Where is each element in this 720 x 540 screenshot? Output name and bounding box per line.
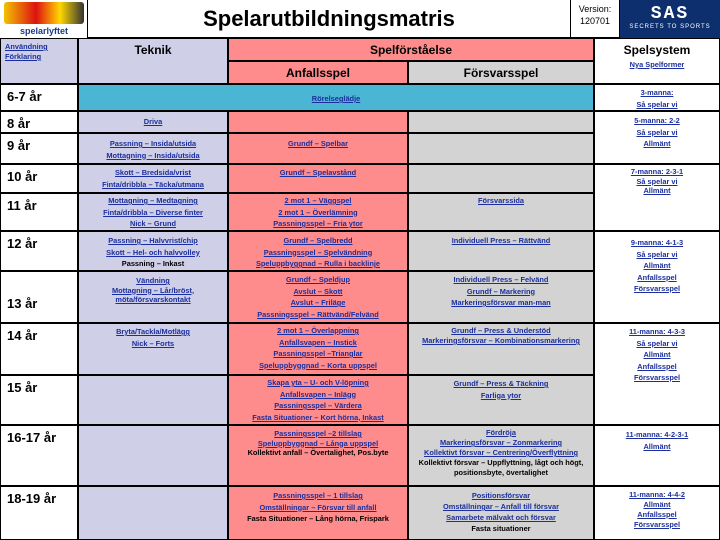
- link-speluppbyggnad[interactable]: Speluppbyggnad – Rulla i backlinje: [255, 259, 381, 268]
- age-cell: 11 år: [0, 193, 78, 231]
- teknik-cell: [78, 323, 228, 375]
- link-forsvarsspel[interactable]: Försvarsspel: [633, 284, 680, 293]
- page-title: Spelarutbildningsmatris: [203, 6, 455, 31]
- text-fasta-situationer: Fasta situationer: [471, 524, 531, 533]
- anfall-cell: [228, 193, 408, 231]
- teknik-cell: [78, 111, 228, 133]
- text-fasta-situationer: Fasta Situationer – Lång hörna, Frispark: [247, 514, 389, 523]
- link-2mot1-overlamning[interactable]: 2 mot 1 – Överlämning: [278, 207, 358, 217]
- link-bryta[interactable]: Bryta/Tackla/Motlägg: [116, 327, 190, 336]
- link-grundf-spelbredd[interactable]: Grundf – Spelbredd: [283, 236, 353, 245]
- link-rorelsegladje[interactable]: Rörelseglädje: [311, 94, 361, 103]
- link-markeringsforsvar[interactable]: Markeringsförsvar man-man: [451, 298, 551, 307]
- anfall-cell: [228, 164, 408, 193]
- link-mottagning[interactable]: Mottagning – Lår/bröst, möta/försvarskontakt: [111, 285, 195, 304]
- link-sa-spelar-vi[interactable]: Så spelar vi: [636, 99, 678, 109]
- header-teknik: Teknik: [78, 38, 228, 84]
- link-individuell-press[interactable]: Individuell Press – Felvänd: [453, 275, 549, 284]
- link-anfallsspel[interactable]: Anfallsspel: [637, 361, 677, 371]
- link-explanation[interactable]: Förklaring: [5, 52, 42, 61]
- age-cell: 9 år: [0, 133, 78, 164]
- link-individuell-press[interactable]: Individuell Press – Rättvänd: [451, 236, 551, 245]
- link-forsvarssida[interactable]: Försvarssida: [477, 196, 524, 205]
- link-avslut-skott[interactable]: Avslut – Skott: [293, 286, 343, 296]
- link-passningsspel[interactable]: Passningsspel – Fria ytor: [273, 219, 363, 228]
- link-allmant[interactable]: Allmänt: [643, 139, 671, 148]
- forsvar-cell: [408, 486, 594, 540]
- anfall-cell: [228, 231, 408, 271]
- link-anfallsvapen-inlagg[interactable]: Anfallsvapen – Inlägg: [280, 389, 356, 399]
- logo-left-text: spelarlyftet: [19, 26, 69, 36]
- link-speluppbyggnad-langa[interactable]: Speluppbyggnad – Långa uppspel: [257, 438, 379, 448]
- teknik-cell: [78, 271, 228, 323]
- teknik-cell: [78, 486, 228, 540]
- sas-logo-text: SAS: [650, 4, 690, 24]
- age-cell: 8 år: [0, 111, 78, 133]
- link-grundf-spelavstand[interactable]: Grundf – Spelavstånd: [279, 168, 357, 177]
- link-finta[interactable]: Finta/dribbla – Diverse finter: [103, 207, 203, 217]
- sas-logo-sub: SECRETS TO SPORTS: [629, 24, 711, 30]
- link-nick-forts[interactable]: Nick – Forts: [131, 338, 175, 348]
- link-usage[interactable]: Användning: [5, 42, 48, 51]
- age-cell: 6-7 år: [0, 84, 78, 111]
- link-grundf-markering[interactable]: Grundf – Markering: [466, 286, 536, 296]
- link-passning[interactable]: Passning – Halvvrist/chip: [108, 236, 198, 245]
- link-omstallningar[interactable]: Omställningar – Försvar till anfall: [259, 502, 377, 512]
- players-image-icon: [4, 2, 84, 24]
- forsvar-cell: [408, 425, 594, 486]
- link-passningsspel[interactable]: Passningsspel – Rättvänd/Felvänd: [257, 309, 379, 319]
- link-fasta-situationer[interactable]: Fasta Situationer – Kort hörna, Inkast: [252, 412, 384, 422]
- teknik-cell: [78, 164, 228, 193]
- header-spelforstaelse: Spelförståelse: [228, 38, 594, 61]
- link-passningsspel[interactable]: Passningsspel – Spelvändning: [263, 247, 373, 257]
- link-passningsspel-2-tillslag[interactable]: Passningsspel –2 tillslag: [274, 429, 362, 438]
- teknik-cell: [78, 425, 228, 486]
- link-sa-spelar-vi[interactable]: Så spelar vi: [636, 338, 678, 348]
- age-cell: 18-19 år: [0, 486, 78, 540]
- forsvar-cell: [408, 231, 594, 271]
- link-11-manna-442[interactable]: 11-manna: 4-4-2: [629, 490, 685, 499]
- age-cell: 14 år: [0, 323, 78, 375]
- anfall-cell: [228, 111, 408, 133]
- link-grundf-press-tackning[interactable]: Grundf – Press & Täckning: [453, 379, 549, 388]
- header-forsvarsspel: Försvarsspel: [408, 61, 594, 84]
- link-fordroja[interactable]: Fördröja: [486, 428, 516, 437]
- link-passningsspel-1-tillslag[interactable]: Passningsspel – 1 tillslag: [273, 491, 363, 500]
- link-11-manna-4231[interactable]: 11-manna: 4-2-3-1: [625, 430, 689, 439]
- forsvar-cell: [408, 111, 594, 133]
- link-nick[interactable]: Nick – Grund: [130, 219, 176, 228]
- link-anfallsvapen-instick[interactable]: Anfallsvapen – Instick: [279, 337, 357, 347]
- link-forsvarsspel[interactable]: Försvarsspel: [633, 520, 680, 529]
- link-3-manna[interactable]: 3-manna:: [640, 88, 674, 97]
- teknik-cell: [78, 375, 228, 425]
- spelsystem-cell: [594, 323, 720, 425]
- link-passning[interactable]: Passning – Insida/utsida: [109, 139, 197, 148]
- age-cell: 12 år: [0, 231, 78, 271]
- text-kollektivt-anfall: Kollektivt anfall – Övertalighet, Pos.byte: [247, 448, 389, 457]
- link-allmant[interactable]: Allmänt: [643, 261, 671, 270]
- forsvar-cell: [408, 133, 594, 164]
- header-spelsystem-cell: [594, 38, 720, 84]
- link-skott[interactable]: Skott – Hel- och halvvolley: [106, 247, 200, 257]
- link-2mot1-overlappning[interactable]: 2 mot 1 – Överlappning: [277, 326, 359, 335]
- link-avslut-frilage[interactable]: Avslut – Friläge: [290, 298, 346, 307]
- link-mottagning[interactable]: Mottagning – Insida/utsida: [106, 150, 200, 160]
- link-grundf-spelbar[interactable]: Grundf – Spelbar: [288, 139, 348, 148]
- link-nya-spelformer[interactable]: Nya Spelformer: [629, 60, 685, 69]
- spelsystem-cell: [594, 231, 720, 323]
- teknik-cell: [78, 133, 228, 164]
- spelsystem-cell: [594, 111, 720, 164]
- link-speluppbyggnad[interactable]: Speluppbyggnad – Korta uppspel: [259, 360, 377, 370]
- version-value: 120701: [579, 16, 611, 26]
- spelsystem-cell: [594, 164, 720, 231]
- link-9-manna[interactable]: 9-manna: 4-1-3: [630, 238, 684, 247]
- forsvar-cell: [408, 271, 594, 323]
- anfall-cell: [228, 425, 408, 486]
- link-anfallsspel[interactable]: Anfallsspel: [637, 272, 677, 282]
- version-label: Version:: [578, 4, 612, 14]
- forsvar-cell: [408, 375, 594, 425]
- teknik-cell: [78, 193, 228, 231]
- link-allmant[interactable]: Allmänt: [643, 350, 671, 359]
- link-farliga-ytor[interactable]: Farliga ytor: [480, 390, 522, 400]
- teknik-cell: [78, 231, 228, 271]
- link-allmant[interactable]: Allmänt: [643, 441, 671, 451]
- anfall-cell: [228, 486, 408, 540]
- link-vandning[interactable]: Vändning: [136, 276, 170, 285]
- link-sa-spelar-vi[interactable]: Så spelar vi: [636, 127, 678, 137]
- link-markeringsforsvar[interactable]: Markeringsförsvar – Kombinationsmarkering: [422, 336, 580, 345]
- link-2mot1-vaggspel[interactable]: 2 mot 1 – Väggspel: [284, 196, 352, 205]
- spelsystem-cell: [594, 425, 720, 486]
- link-positionsforsvar[interactable]: Positionsförsvar: [471, 491, 531, 500]
- forsvar-cell: [408, 193, 594, 231]
- link-passningsspel-vardera[interactable]: Passningsspel – Värdera: [274, 401, 362, 410]
- anfall-cell: [228, 375, 408, 425]
- header-spelsystem: Spelsystem: [623, 43, 691, 57]
- link-anfallsspel[interactable]: Anfallsspel: [637, 510, 677, 519]
- link-allmant[interactable]: Allmänt: [643, 186, 671, 195]
- link-kollektivt-forsvar-centrering[interactable]: Kollektivt försvar – Centrering/Överflyttning: [423, 448, 578, 457]
- link-omstallningar[interactable]: Omställningar – Anfall till försvar: [443, 502, 559, 511]
- link-sa-spelar-vi[interactable]: Så spelar vi: [636, 249, 678, 259]
- link-sa-spelar-vi[interactable]: Så spelar vi: [636, 176, 678, 186]
- age-cell: 13 år: [0, 271, 78, 323]
- age-cell: 15 år: [0, 375, 78, 425]
- link-finta[interactable]: Finta/dribbla – Täcka/utmana: [102, 179, 204, 189]
- forsvar-cell: [408, 323, 594, 375]
- link-skott[interactable]: Skott – Bredsida/vrist: [115, 168, 191, 177]
- link-grundf-press[interactable]: Grundf – Press & Understöd: [451, 326, 551, 335]
- link-skapa-yta[interactable]: Skapa yta – U- och V-löpning: [267, 378, 369, 387]
- anfall-cell: [228, 271, 408, 323]
- link-samarbete[interactable]: Samarbete mälvakt och försvar: [446, 513, 556, 522]
- link-5-manna[interactable]: 5-manna: 2-2: [634, 116, 680, 125]
- header-anfallsspel: Anfallsspel: [228, 61, 408, 84]
- link-zonmarkering[interactable]: Markeringsförsvar – Zonmarkering: [440, 438, 562, 447]
- spelsystem-cell: [594, 486, 720, 540]
- anfall-cell: [228, 323, 408, 375]
- link-grundf-speldjup[interactable]: Grundf – Speldjup: [285, 275, 351, 284]
- text-passning-inkast: Passning – Inkast: [121, 259, 185, 268]
- link-mottagning[interactable]: Mottagning – Medtagning: [108, 196, 198, 205]
- rorelsegladje-cell: [78, 84, 594, 111]
- text-kollektivt-forsvar-uppflyttning: Kollektivt försvar – Uppflyttning, lågt och högt, positionsbyte, övertalighet: [418, 458, 584, 477]
- link-allmant[interactable]: Allmänt: [643, 500, 671, 509]
- age-cell: 16-17 år: [0, 425, 78, 486]
- spelsystem-cell: [594, 84, 720, 111]
- usage-links-cell: [0, 38, 78, 84]
- version-box: [570, 0, 620, 38]
- header-bar: [0, 0, 720, 38]
- link-forsvarsspel[interactable]: Försvarsspel: [633, 373, 680, 382]
- link-7-manna[interactable]: 7-manna: 2-3-1: [630, 167, 684, 176]
- age-cell: 10 år: [0, 164, 78, 193]
- link-11-manna[interactable]: 11-manna: 4-3-3: [629, 327, 685, 336]
- anfall-cell: [228, 133, 408, 164]
- link-passningsspel-trianglar[interactable]: Passningsspel –Trianglar: [273, 349, 363, 358]
- link-driva[interactable]: Driva: [143, 117, 163, 126]
- sas-logo[interactable]: [620, 0, 720, 38]
- forsvar-cell: [408, 164, 594, 193]
- spelarlyftet-logo[interactable]: [0, 0, 88, 38]
